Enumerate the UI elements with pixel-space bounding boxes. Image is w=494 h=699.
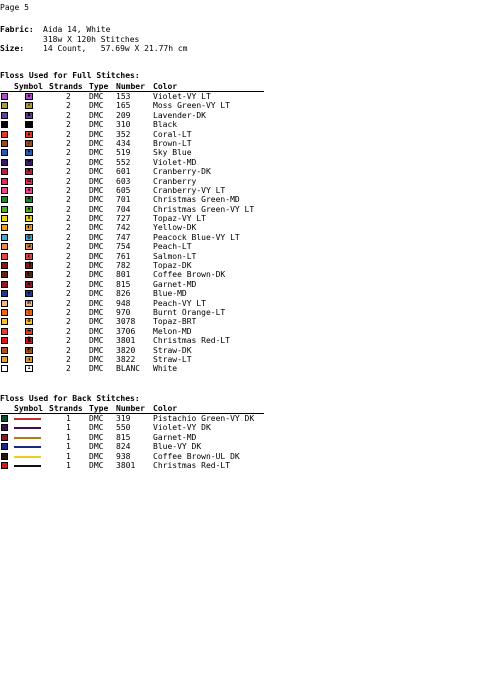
stitch-symbol-icon: ◮ — [25, 356, 33, 363]
strands-cell: 2 — [66, 120, 71, 130]
backstitch-line-icon — [14, 465, 41, 467]
number-cell: 3820 — [116, 345, 136, 355]
number-cell: 3078 — [116, 317, 136, 327]
strands-cell: 2 — [66, 138, 71, 148]
color-swatch — [1, 224, 8, 231]
strands-cell: 2 — [66, 176, 71, 186]
size-value: 14 Count, 57.69w X 21.77h cm — [43, 44, 188, 54]
table-row — [0, 130, 270, 139]
color-name-cell: Straw-DK — [153, 345, 192, 355]
table-row — [0, 414, 270, 423]
type-cell: DMC — [89, 120, 104, 130]
number-cell: 552 — [116, 157, 131, 167]
color-swatch — [1, 253, 8, 260]
stitch-symbol-icon: ◈ — [25, 290, 33, 297]
color-name-cell: Salmon-LT — [153, 251, 197, 261]
backstitch-line-icon — [14, 446, 41, 448]
stitch-symbol-icon: ◉ — [25, 281, 33, 288]
number-cell: 319 — [116, 414, 131, 423]
backstitch-line-icon — [14, 427, 41, 429]
color-name-cell: Peach-LT — [153, 242, 192, 252]
page-label: Page 5 — [0, 3, 29, 12]
stitch-symbol-icon: ● — [25, 112, 33, 119]
type-cell: DMC — [89, 185, 104, 195]
number-cell: 815 — [116, 432, 131, 442]
color-name-cell: Garnet-MD — [153, 432, 197, 442]
strands-cell: 1 — [66, 423, 71, 433]
color-name-cell: Melon-MD — [153, 326, 192, 336]
strands-cell: 2 — [66, 110, 71, 120]
color-swatch — [1, 112, 8, 119]
color-swatch — [1, 196, 8, 203]
type-cell: DMC — [89, 148, 104, 158]
strands-cell: 2 — [66, 326, 71, 336]
backstitch-line-icon — [14, 456, 41, 458]
color-name-cell: Coffee Brown-DK — [153, 270, 226, 280]
type-cell: DMC — [89, 232, 104, 242]
full-stitches-table — [0, 82, 270, 373]
color-swatch — [1, 234, 8, 241]
table-row — [0, 433, 270, 442]
table-row — [0, 270, 270, 279]
size-row — [0, 44, 188, 54]
header-symbol: Symbol — [14, 404, 43, 413]
header-color: Color — [153, 404, 178, 413]
table-row — [0, 423, 270, 432]
stitch-symbol-icon: ◊ — [25, 309, 33, 316]
type-cell: DMC — [89, 92, 104, 101]
color-swatch — [1, 337, 8, 344]
stitch-symbol-icon: ▓ — [25, 337, 33, 344]
color-swatch — [1, 424, 8, 431]
type-cell: DMC — [89, 326, 104, 336]
strands-cell: 2 — [66, 92, 71, 101]
back-stitches-title: Floss Used for Back Stitches: — [0, 394, 140, 403]
strands-cell: 1 — [66, 442, 71, 452]
number-cell: 826 — [116, 289, 131, 299]
number-cell: 815 — [116, 279, 131, 289]
header-type: Type — [89, 82, 109, 91]
back-stitches-table — [0, 404, 270, 469]
type-cell: DMC — [89, 138, 104, 148]
full-table-header — [0, 82, 270, 91]
type-cell: DMC — [89, 214, 104, 224]
stitch-symbol-icon: ◭ — [25, 253, 33, 260]
strands-cell: 2 — [66, 195, 71, 205]
stitch-symbol-icon: ✱ — [25, 187, 33, 194]
table-row — [0, 317, 270, 326]
backstitch-line-icon — [14, 418, 41, 420]
stitch-symbol-icon: ◐ — [25, 224, 33, 231]
table-row — [0, 101, 270, 110]
table-row — [0, 346, 270, 355]
strands-cell: 2 — [66, 251, 71, 261]
table-row — [0, 242, 270, 251]
type-cell: DMC — [89, 298, 104, 308]
color-name-cell: Black — [153, 120, 178, 130]
strands-cell: 2 — [66, 270, 71, 280]
stitch-symbol-icon: ◩ — [25, 347, 33, 354]
color-swatch — [1, 356, 8, 363]
strands-cell: 2 — [66, 157, 71, 167]
type-cell: DMC — [89, 167, 104, 177]
stitch-symbol-icon: ▪ — [25, 206, 33, 213]
number-cell: 3801 — [116, 336, 136, 346]
color-name-cell: Violet-VY LT — [153, 92, 211, 101]
color-name-cell: Violet-MD — [153, 157, 197, 167]
strands-cell: 2 — [66, 364, 71, 374]
strands-cell: 1 — [66, 460, 71, 470]
stitch-symbol-icon: ✕ — [25, 102, 33, 109]
color-name-cell: Blue-MD — [153, 289, 187, 299]
color-swatch — [1, 347, 8, 354]
color-swatch — [1, 309, 8, 316]
strands-cell: 2 — [66, 185, 71, 195]
color-swatch — [1, 93, 8, 100]
type-cell: DMC — [89, 157, 104, 167]
table-row — [0, 167, 270, 176]
color-name-cell: Straw-LT — [153, 354, 192, 364]
color-name-cell: Violet-VY DK — [153, 423, 211, 433]
color-name-cell: Topaz-BRT — [153, 317, 197, 327]
number-cell: 352 — [116, 129, 131, 139]
color-swatch — [1, 187, 8, 194]
stitch-symbol-icon: ∩ — [25, 215, 33, 222]
strands-cell: 2 — [66, 354, 71, 364]
color-swatch — [1, 178, 8, 185]
table-row — [0, 336, 270, 345]
color-name-cell: White — [153, 364, 178, 374]
number-cell: 3801 — [116, 460, 136, 470]
color-swatch — [1, 443, 8, 450]
strands-cell: 2 — [66, 129, 71, 139]
number-cell: 209 — [116, 110, 131, 120]
number-cell: 754 — [116, 242, 131, 252]
color-swatch — [1, 434, 8, 441]
color-name-cell: Christmas Red-LT — [153, 336, 231, 346]
stitches-value: 318w X 120h Stitches — [43, 34, 140, 44]
stitch-symbol-icon: ♣ — [25, 196, 33, 203]
number-cell: 601 — [116, 167, 131, 177]
full-rows — [0, 92, 270, 374]
stitch-symbol-icon: ■ — [25, 121, 33, 128]
number-cell: 603 — [116, 176, 131, 186]
color-swatch — [1, 300, 8, 307]
number-cell: 727 — [116, 214, 131, 224]
type-cell: DMC — [89, 307, 104, 317]
type-cell: DMC — [89, 270, 104, 280]
stitch-symbol-icon: ♥ — [25, 159, 33, 166]
color-name-cell: Brown-LT — [153, 138, 192, 148]
stitch-symbol-icon: 1 — [25, 365, 33, 372]
table-row — [0, 158, 270, 167]
strands-cell: 1 — [66, 451, 71, 461]
header-type: Type — [89, 404, 109, 413]
number-cell: 605 — [116, 185, 131, 195]
color-swatch — [1, 121, 8, 128]
strands-cell: 2 — [66, 279, 71, 289]
color-swatch — [1, 262, 8, 269]
color-name-cell: Peach-VY LT — [153, 298, 206, 308]
strands-cell: 2 — [66, 261, 71, 271]
color-name-cell: Cranberry-DK — [153, 167, 211, 177]
color-name-cell: Topaz-DK — [153, 261, 192, 271]
color-swatch — [1, 168, 8, 175]
number-cell: 824 — [116, 442, 131, 452]
number-cell: 948 — [116, 298, 131, 308]
color-swatch — [1, 140, 8, 147]
number-cell: 3706 — [116, 326, 136, 336]
table-row — [0, 177, 270, 186]
type-cell: DMC — [89, 423, 104, 433]
strands-cell: 2 — [66, 223, 71, 233]
full-stitches-title: Floss Used for Full Stitches: — [0, 71, 140, 80]
color-swatch — [1, 365, 8, 372]
color-swatch — [1, 328, 8, 335]
back-table-header — [0, 404, 270, 413]
table-row — [0, 442, 270, 451]
color-swatch — [1, 290, 8, 297]
color-swatch — [1, 318, 8, 325]
color-name-cell: Garnet-MD — [153, 279, 197, 289]
stitch-symbol-icon: @ — [25, 234, 33, 241]
table-row — [0, 120, 270, 129]
strands-cell: 2 — [66, 289, 71, 299]
color-swatch — [1, 206, 8, 213]
header-number: Number — [116, 82, 145, 91]
fabric-row — [0, 25, 188, 35]
table-row — [0, 214, 270, 223]
type-cell: DMC — [89, 261, 104, 271]
color-name-cell: Burnt Orange-LT — [153, 307, 226, 317]
stitch-symbol-icon: ▼ — [25, 168, 33, 175]
type-cell: DMC — [89, 432, 104, 442]
header-number: Number — [116, 404, 145, 413]
table-row — [0, 299, 270, 308]
number-cell: 801 — [116, 270, 131, 280]
table-row — [0, 327, 270, 336]
stitch-symbol-icon: ◧ — [25, 271, 33, 278]
type-cell: DMC — [89, 110, 104, 120]
color-name-cell: Coral-LT — [153, 129, 192, 139]
strands-cell: 1 — [66, 414, 71, 423]
type-cell: DMC — [89, 460, 104, 470]
type-cell: DMC — [89, 129, 104, 139]
strands-cell: 1 — [66, 432, 71, 442]
number-cell: 970 — [116, 307, 131, 317]
number-cell: 742 — [116, 223, 131, 233]
size-label: Size: — [0, 44, 25, 54]
strands-cell: 2 — [66, 214, 71, 224]
header-symbol: Symbol — [14, 82, 43, 91]
color-name-cell: Topaz-VY LT — [153, 214, 206, 224]
color-swatch — [1, 281, 8, 288]
color-swatch — [1, 271, 8, 278]
strands-cell: 2 — [66, 232, 71, 242]
table-row — [0, 195, 270, 204]
table-row — [0, 111, 270, 120]
table-row — [0, 364, 270, 373]
strands-cell: 2 — [66, 298, 71, 308]
strands-cell: 2 — [66, 242, 71, 252]
fabric-value: Aida 14, White — [43, 25, 111, 34]
type-cell: DMC — [89, 364, 104, 374]
type-cell: DMC — [89, 345, 104, 355]
color-swatch — [1, 131, 8, 138]
type-cell: DMC — [89, 451, 104, 461]
type-cell: DMC — [89, 279, 104, 289]
number-cell: BLANC — [116, 364, 141, 374]
type-cell: DMC — [89, 242, 104, 252]
strands-cell: 2 — [66, 307, 71, 317]
color-swatch — [1, 159, 8, 166]
number-cell: 550 — [116, 423, 131, 433]
table-row — [0, 289, 270, 298]
table-row — [0, 261, 270, 270]
type-cell: DMC — [89, 223, 104, 233]
type-cell: DMC — [89, 317, 104, 327]
type-cell: DMC — [89, 414, 104, 423]
table-row — [0, 92, 270, 101]
table-row — [0, 139, 270, 148]
color-swatch — [1, 462, 8, 469]
number-cell: 434 — [116, 138, 131, 148]
fabric-label: Fabric: — [0, 25, 34, 34]
color-name-cell: Sky Blue — [153, 148, 192, 158]
number-cell: 310 — [116, 120, 131, 130]
number-cell: 761 — [116, 251, 131, 261]
stitches-row — [0, 35, 188, 45]
color-name-cell: Cranberry — [153, 176, 197, 186]
color-name-cell: Blue-VY DK — [153, 442, 202, 452]
number-cell: 3822 — [116, 354, 136, 364]
stitch-symbol-icon: ▐ — [25, 262, 33, 269]
backstitch-line-icon — [14, 437, 41, 439]
type-cell: DMC — [89, 336, 104, 346]
color-swatch — [1, 453, 8, 460]
table-row — [0, 148, 270, 157]
number-cell: 782 — [116, 261, 131, 271]
number-cell: 519 — [116, 148, 131, 158]
back-rows — [0, 414, 270, 470]
color-name-cell: Moss Green-VY LT — [153, 101, 231, 111]
number-cell: 165 — [116, 101, 131, 111]
header-strands: Strands — [49, 82, 83, 91]
table-row — [0, 461, 270, 470]
strands-cell: 2 — [66, 345, 71, 355]
strands-cell: 2 — [66, 167, 71, 177]
strands-cell: 2 — [66, 101, 71, 111]
table-row — [0, 280, 270, 289]
color-name-cell: Christmas Red-LT — [153, 460, 231, 470]
color-name-cell: Pistachio Green-VY DK — [153, 414, 255, 423]
stitch-symbol-icon: ⊞ — [25, 300, 33, 307]
color-name-cell: Christmas Green-VY LT — [153, 204, 255, 214]
table-row — [0, 452, 270, 461]
color-name-cell: Lavender-DK — [153, 110, 206, 120]
pattern-info — [0, 25, 188, 54]
color-swatch — [1, 149, 8, 156]
stitch-symbol-icon: ◘ — [25, 178, 33, 185]
header-color: Color — [153, 82, 178, 91]
number-cell: 701 — [116, 195, 131, 205]
stitch-symbol-icon: ? — [25, 140, 33, 147]
header-strands: Strands — [49, 404, 83, 413]
stitch-symbol-icon: ⊕ — [25, 318, 33, 325]
number-cell: 747 — [116, 232, 131, 242]
stitch-symbol-icon: ◪ — [25, 243, 33, 250]
number-cell: 153 — [116, 92, 131, 101]
type-cell: DMC — [89, 195, 104, 205]
strands-cell: 2 — [66, 336, 71, 346]
type-cell: DMC — [89, 176, 104, 186]
number-cell: 704 — [116, 204, 131, 214]
color-swatch — [1, 215, 8, 222]
strands-cell: 2 — [66, 148, 71, 158]
type-cell: DMC — [89, 289, 104, 299]
color-swatch — [1, 102, 8, 109]
color-name-cell: Peacock Blue-VY LT — [153, 232, 240, 242]
strands-cell: 2 — [66, 204, 71, 214]
table-row — [0, 355, 270, 364]
number-cell: 938 — [116, 451, 131, 461]
table-row — [0, 186, 270, 195]
table-row — [0, 223, 270, 232]
color-name-cell: Coffee Brown-UL DK — [153, 451, 240, 461]
color-swatch — [1, 415, 8, 422]
type-cell: DMC — [89, 204, 104, 214]
stitch-symbol-icon: ♦ — [25, 149, 33, 156]
table-row — [0, 233, 270, 242]
color-name-cell: Cranberry-VY LT — [153, 185, 226, 195]
table-row — [0, 308, 270, 317]
stitch-symbol-icon: ▲ — [25, 131, 33, 138]
table-row — [0, 252, 270, 261]
color-swatch — [1, 243, 8, 250]
color-name-cell: Christmas Green-MD — [153, 195, 240, 205]
stitch-symbol-icon: ▬ — [25, 328, 33, 335]
type-cell: DMC — [89, 442, 104, 452]
type-cell: DMC — [89, 251, 104, 261]
stitch-symbol-icon: ◆ — [25, 93, 33, 100]
type-cell: DMC — [89, 101, 104, 111]
strands-cell: 2 — [66, 317, 71, 327]
color-name-cell: Yellow-DK — [153, 223, 197, 233]
table-row — [0, 205, 270, 214]
type-cell: DMC — [89, 354, 104, 364]
